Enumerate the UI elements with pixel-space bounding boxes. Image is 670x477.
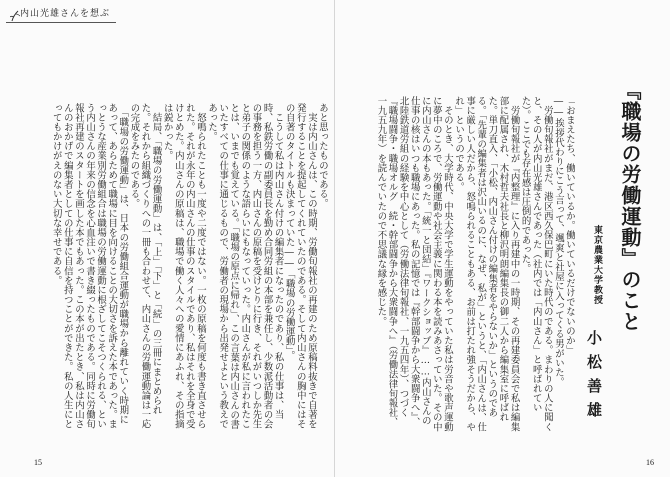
author-affiliation: 東京農業大学教授 <box>592 225 602 305</box>
running-head <box>6 8 116 23</box>
article-title: 『職場の労働運動』のこと <box>618 80 642 332</box>
right-page <box>335 0 670 477</box>
right-body-text: 「おまえたち、働いているか。働いているだけでないのか」 ――挨拶代わりにこう言って、颯爽と社屋に入ってくる男がいた。 労働旬報社がまだ、港区西久保巴町にいた時代のである。まわりの人に聞くと、その人が内山光雄さんであった（社内では「内山さん」と呼ばれていた）。ここでも存在感は圧倒的であった。 労働旬報社が『内整理』に入り再建中の一時期、その再建委員会で私は編集部に配属され、木村哲夫社長と柳沢明朗編集長の御二人から編集室に呼ばれた。単刀直入、「小松、内山さん付けの編集者をやらないか」というのである。「先輩の編集者は沢山いるのに、なぜ、私が」というと、「内山さんは、仕事に厳しい人だから、怒鳴られることもある、お前は打たれ強そうだから、やれ」というのである。 そのとき、大学時代、中央大学で学生運動をやっていた私は労音や歌声運動に夢中のころで、労働運動や社会主義に関わる本を読みあさっていた。その中に内山さんの本もあった。「統一と団結」『ワークショップ』……内山さんの仕事の核はいつも職場にあった。私の記憶では『幹部闘争から大衆闘争へ』、北陸鉄道労組の経験を中心として（労働法律旬報社、一九五四年）、つづく『職場闘争・職場オルグ 続・幹部闘争から大衆闘争へ』（労働法律旬報社、一九五九年）を読んでいたので不思議な縁を感じた。 <box>375 96 575 432</box>
branch-icon <box>10 10 20 22</box>
author-name: 小松善雄 <box>585 330 603 426</box>
running-head-text: 内山光雄さんを想ぶ <box>20 9 111 19</box>
page-number-right: 16 <box>646 458 654 467</box>
page-number-left: 15 <box>34 458 42 467</box>
left-body-text: あと思ったものである。 実は内山さんは、この時期、労働旬報社の再建のため原稿料抜きで自著を発行することを提起してくれていたのである。そして内山さんの胸中にはその自著のタイトルも決まっていた――「職場の労働運動」。 こうして私は内山さん付けの編集者になったのであり、私の仕事は、当時、私鉄労働の副委員長を勤め合同労組の本部を兼任し、少数派活動者の会の事務を担う一方、内山さんの原稿を受けとりに行き、それがいつしか先生と弟子の関係のような語らいにもなっていった。内山さんが私に言われたことは、いまでも覚えている。「職場の原点に帰れ」、この言葉は内山さんの書いたすべての仕事に通じるもので、労働者の現場から出発せよという教えであった。 怒鳴られたことも一度や二度ではない。一枚の原稿を何度も書き直させられた。それが永年の内山さんの仕事のスタイルであり、私はそれを全身で受けとめた。内山さんの原稿は、職場で働く人々への愛情にあふれ、その指摘は鋭かった。 結局、「職場の労働運動」は、「上」「下」と「続」の三冊にまとめられた。それから組織づくりへの一冊も合わせて、内山さんの労働運動論は一応の完成をみたのである。 「職場の労働運動」は、日本の労働組合運動が職場から離れていく時期にあって、あらためて職場に目を向けることの大切さを訴えた本であった。まっとうな産業別労働組合は職場の労働運動に根ざしてこそつくられる、という内山さんの年来の信念を心血注いで書き綴ったものである。同時に労働旬報社再建のスタートを画した本でもあった。この本が出たとき、私は内山さんのおかげで編集者としての仕事に自信を持つことができた。私の人生にとってもかけがえのない大切な幸せである。 <box>50 103 328 430</box>
